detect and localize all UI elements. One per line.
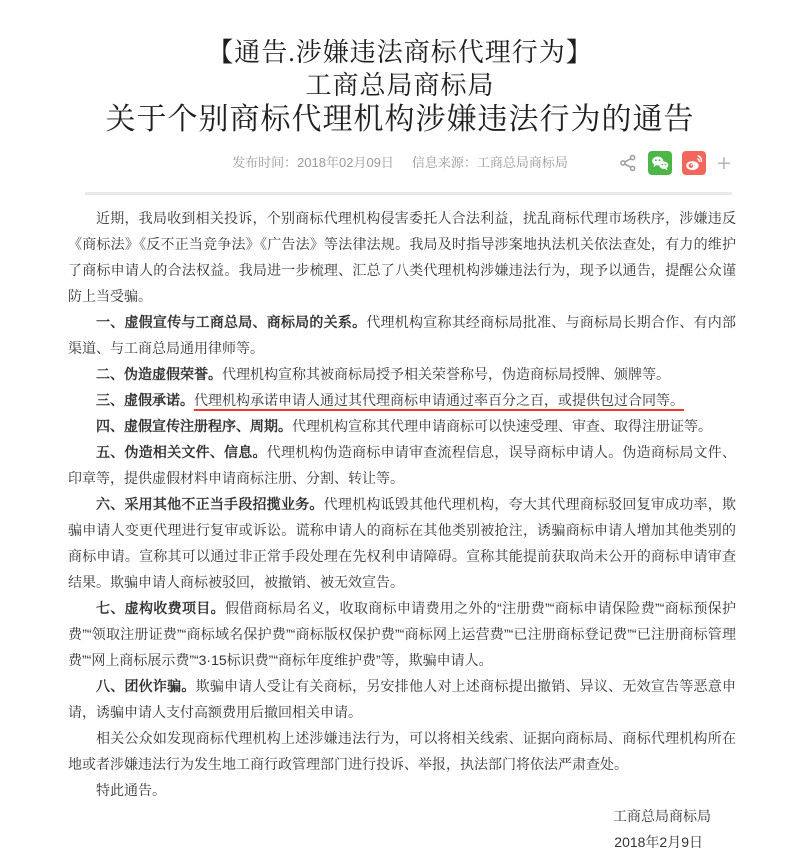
item-4-lead: 四、虚假宣传注册程序、周期。: [96, 418, 292, 434]
weibo-share-icon[interactable]: [682, 151, 706, 175]
article-title: [0, 0, 800, 138]
item-1-body: 代理机构宣称其经商标局批准、与商标局长期合作、有内部渠道、与工商总局通用律师等。: [68, 314, 737, 356]
wechat-share-icon[interactable]: [648, 151, 672, 175]
meta-row: [0, 150, 800, 176]
header-divider: [85, 192, 732, 195]
item-6-body: 代理机构诋毁其他代理机构，夸大其代理商标驳回复审成功率，欺骗申请人变更代理进行复审或诉讼。谎称申请人的商标在其他类别被抢注，诱骗商标申请人增加其他类别的商标申请。宣称其可以通过非正常手段处理在先权利申请障碍。宣称其能提前获取尚未公开的商标申请审查结果。欺骗申请人商标被驳回，被撤销、被无效宣告。: [68, 496, 737, 590]
violation-item-1: [68, 309, 736, 361]
item-2-lead: 二、伪造虚假荣誉。: [96, 366, 222, 382]
item-3-lead: 三、虚假承诺。: [96, 392, 194, 408]
title-tag-line: 【通告.涉嫌违法商标代理行为】: [207, 38, 593, 67]
item-1-lead: 一、虚假宣传与工商总局、商标局的关系。: [96, 314, 367, 330]
violation-item-4: [68, 413, 736, 439]
signature-date: 2018年2月9日: [614, 834, 703, 850]
final-note: 特此通告。: [96, 782, 166, 798]
violation-item-6: [68, 491, 736, 595]
violation-item-7: [68, 595, 736, 673]
page-title: 关于个别商标代理机构涉嫌违法行为的通告: [105, 103, 695, 136]
closing-paragraph: 相关公众如发现商标代理机构上述涉嫌违法行为，可以将相关线索、证据向商标局、商标代理机构所在地或者涉嫌违法行为发生地工商行政管理部门进行投诉、举报，执法部门将依法严肃查处。: [68, 730, 736, 772]
violation-item-2: [68, 361, 736, 387]
item-5-lead: 五、伪造相关文件、信息。: [96, 444, 267, 460]
item-3-body-highlighted: 代理机构承诺申请人通过其代理商标申请通过率百分之百，或提供包过合同等。: [194, 392, 684, 411]
item-7-lead: 七、虚构收费项目。: [96, 600, 225, 616]
item-8-lead: 八、团伙诈骗。: [96, 678, 196, 694]
publish-date: 发布时间：2018年02月09日: [232, 155, 394, 170]
item-7-body: 假借商标局名义，收取商标申请费用之外的“注册费”“商标申请保险费”“商标预保护费”“领取注册证费”“商标域名保护费”“商标版权保护费”“商标网上运营费”“已注册商标登记费”“已注册商标管理费”“网上商标展示费”“3·15标识费”“商标年度维护费”等，欺骗申请人。: [68, 600, 736, 668]
share-bar: [618, 150, 732, 176]
article-body: [68, 205, 736, 855]
item-4-body: 代理机构宣称其代理申请商标可以快速受理、审查、取得注册证等。: [292, 418, 712, 434]
info-source: 信息来源：工商总局商标局: [411, 155, 568, 170]
item-2-body: 代理机构宣称其被商标局授予相关荣誉称号，伪造商标局授牌、颁牌等。: [222, 366, 670, 382]
share-icon[interactable]: [618, 153, 638, 173]
violation-item-8: [68, 673, 736, 725]
item-8-body: 欺骗申请人受让有关商标，另安排他人对上述商标提出撤销、异议、无效宣告等恶意申请，诱骗申请人支付高额费用后撤回相关申请。: [68, 678, 737, 720]
signature: 工商总局商标局: [613, 808, 711, 824]
violation-item-3: [68, 387, 736, 413]
intro-paragraph: 近期，我局收到相关投诉，个别商标代理机构侵害委托人合法利益，扰乱商标代理市场秩序，涉嫌违反《商标法》《反不正当竞争法》《广告法》等法律法规。我局及时指导涉案地执法机关依法查处，有力的维护了商标申请人的合法权益。我局进一步梳理、汇总了八类代理机构涉嫌违法行为，现予以通告，提醒公众谨防上当受骗。: [68, 210, 736, 304]
violation-item-5: [68, 439, 736, 491]
more-share-icon[interactable]: +: [716, 152, 732, 174]
item-6-lead: 六、采用其他不正当手段招揽业务。: [96, 496, 324, 512]
title-issuer-line: 工商总局商标局: [305, 71, 495, 100]
item-5-body: 代理机构伪造商标申请审查流程信息，误导商标申请人。伪造商标局文件、印章等，提供虚假材料申请商标注册、分割、转让等。: [68, 444, 737, 486]
